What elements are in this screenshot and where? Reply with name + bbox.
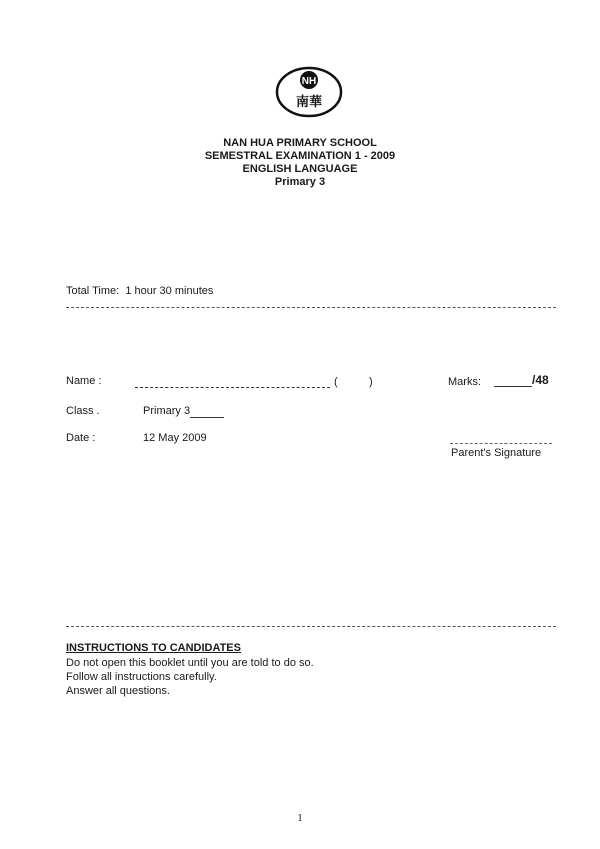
marks-label: Marks: bbox=[448, 376, 481, 388]
class-number-field[interactable] bbox=[190, 406, 224, 418]
total-time-value: 1 hour 30 minutes bbox=[125, 285, 214, 297]
marks-total: /48 bbox=[532, 373, 549, 387]
logo-bottom-text: 南華 bbox=[295, 95, 323, 110]
class-value: Primary 3 bbox=[143, 405, 191, 417]
instruction-line: Follow all instructions carefully. bbox=[66, 671, 217, 683]
exam-title: SEMESTRAL EXAMINATION 1 - 2009 bbox=[204, 150, 396, 162]
divider-top bbox=[66, 307, 556, 308]
name-close-paren: ) bbox=[369, 376, 373, 388]
date-label: Date : bbox=[66, 432, 96, 444]
class-label: Class . bbox=[66, 405, 100, 417]
name-field[interactable] bbox=[135, 387, 330, 388]
date-value: 12 May 2009 bbox=[143, 432, 207, 444]
subject-title: ENGLISH LANGUAGE bbox=[242, 163, 358, 175]
instruction-line: Answer all questions. bbox=[66, 685, 170, 697]
page-number: 1 bbox=[297, 812, 303, 824]
instruction-line: Do not open this booklet until you are told to do so. bbox=[66, 657, 314, 669]
divider-bottom bbox=[66, 626, 556, 627]
class-value-wrap bbox=[143, 405, 224, 418]
logo-top-text: NH bbox=[301, 76, 317, 87]
parent-signature-label: Parent's Signature bbox=[451, 447, 542, 459]
instructions-title: INSTRUCTIONS TO CANDIDATES bbox=[66, 642, 241, 654]
name-open-paren: ( bbox=[334, 376, 338, 388]
name-label: Name : bbox=[66, 375, 102, 387]
total-time bbox=[66, 285, 213, 298]
school-logo bbox=[274, 66, 344, 118]
school-name: NAN HUA PRIMARY SCHOOL bbox=[223, 137, 377, 149]
total-time-label: Total Time: bbox=[66, 285, 120, 297]
marks-field[interactable] bbox=[494, 386, 532, 387]
level-title: Primary 3 bbox=[274, 176, 326, 188]
signature-line[interactable] bbox=[450, 443, 552, 444]
